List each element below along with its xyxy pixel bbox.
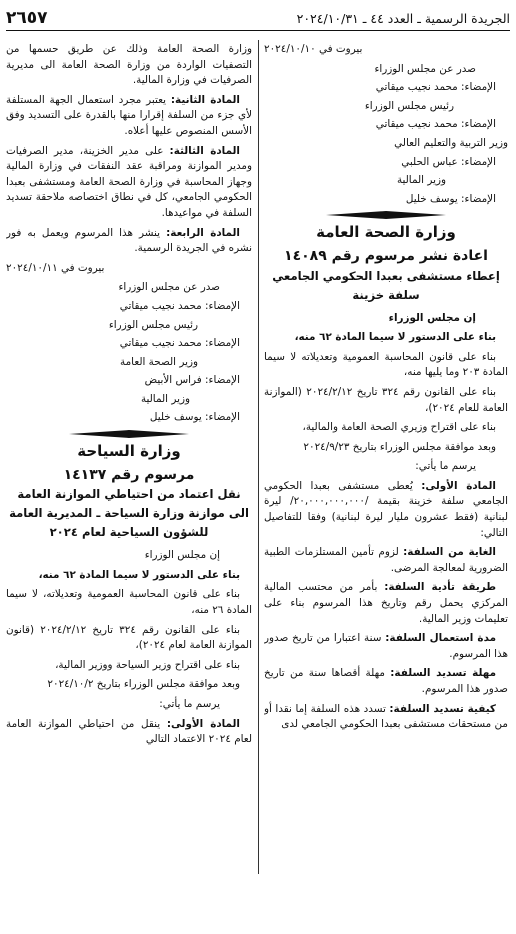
signature-line: الإمضاء: محمد نجيب ميقاتي — [119, 337, 240, 350]
legal-basis: بناء على الدستور لا سيما المادة ٦٢ منه، — [294, 331, 496, 344]
signature-line: وزير التربية والتعليم العالي — [394, 136, 508, 149]
article-title: كيفية تسديد السلفة: — [389, 702, 496, 715]
legal-basis: بناء على اقتراح وزير السياحة ووزير المالية، — [55, 658, 240, 671]
article-text: تسدد هذه السلفة إما نقدا أو من مستحقات مستشفى بعبدا الحكومي الجامعي لدى — [264, 702, 508, 731]
ministry-heading: وزارة السياحة — [77, 442, 181, 461]
article-title: المادة الأولى: — [421, 479, 496, 492]
article — [6, 226, 252, 257]
decree-number: اعادة نشر مرسوم رقم ١٤٠٨٩ — [284, 247, 488, 264]
signature-line: وزير الصحة العامة — [120, 355, 198, 368]
article-title: المادة الأولى: — [166, 717, 240, 730]
section-separator — [6, 430, 252, 438]
decree-subject: إعطاء مستشفى بعبدا الحكومي الجامعي سلفة خزينة — [272, 268, 500, 302]
article-title: الغاية من السلفة: — [403, 546, 496, 559]
article-text: لزوم تأمين المستلزمات الطبية الضرورية لمعالجة المرضى. — [264, 546, 508, 574]
article-title: المادة الثانية: — [170, 93, 240, 106]
article-text: مهلة أقصاها سنة من تاريخ صدور هذا المرسوم. — [264, 667, 508, 695]
legal-basis: وبعد موافقة مجلس الوزراء بتاريخ ٢٠٢٤/١٠/٢ — [47, 678, 240, 691]
right-column — [264, 42, 508, 934]
article — [6, 717, 252, 748]
article-text: يعتبر مجرد استعمال الجهة المستلفة لأي جزء من السلفة إقرارا منها بالقدرة على التسديد وفق الأسس المنصوص عليها أعلاه. — [6, 93, 252, 137]
signature-line: الإمضاء: عباس الحلبي — [401, 155, 496, 168]
article-text: سنة اعتبارا من تاريخ صدور هذا المرسوم. — [264, 632, 508, 660]
signature-line: رئيس مجلس الوزراء — [108, 318, 198, 331]
signature-line: الإمضاء: فراس الأبيض — [144, 374, 240, 387]
page-header — [6, 6, 510, 31]
legal-basis: بناء على الدستور لا سيما المادة ٦٢ منه، — [38, 568, 240, 581]
section-separator — [264, 211, 508, 219]
article-text: يُعطى مستشفى بعبدا الحكومي الجامعي سلفة خزينة بقيمة /٢٠,٠٠٠,٠٠٠,٠٠٠/ ليرة لبنانية (فقط عشرون مليار ليرة لبنانية) وفقا للتفاصيل التالي: — [264, 479, 508, 539]
continued-text: وزارة الصحة العامة وذلك عن طريق حسمها من التصفيات الواردة من وزارة الصحة العامة الى مديرية الصرفيات في وزارة المالية. — [6, 43, 252, 87]
article — [6, 93, 252, 140]
article-text: بأمر من محتسب المالية المركزي يحمل رقم وتاريخ هذا المرسوم بناء على تعليمات وزير المالية. — [264, 581, 508, 625]
decree-number: مرسوم رقم ١٤١٣٧ — [63, 466, 195, 483]
signature-line: وزير المالية — [396, 174, 446, 187]
article — [264, 479, 508, 541]
article — [264, 702, 508, 733]
decree-date: بيروت في ٢٠٢٤/١٠/١٠ — [264, 43, 363, 55]
column-divider — [258, 40, 259, 874]
legal-basis: بناء على القانون رقم ٣٢٤ تاريخ ٢٠٢٤/٢/١٢ (قانون الموازنة العامة لعام ٢٠٢٤)، — [6, 623, 252, 652]
article-title: المادة الثالثة: — [169, 144, 240, 157]
signature-line: الإمضاء: يوسف خليل — [149, 411, 240, 424]
signature-line: الإمضاء: محمد نجيب ميقاتي — [375, 81, 496, 94]
page-number: ٢٦٥٧ — [6, 8, 48, 28]
decree-authority: إن مجلس الوزراء — [388, 311, 476, 324]
decrees-line: يرسم ما يأتي: — [159, 698, 220, 710]
article-title: المادة الرابعة: — [166, 226, 240, 239]
signature-line: الإمضاء: يوسف خليل — [405, 192, 496, 205]
article-title: مهلة تسديد السلفة: — [390, 667, 496, 680]
article-text: ينشر هذا المرسوم ويعمل به فور نشره في الجريدة الرسمية. — [6, 226, 252, 255]
decree-subject: نقل اعتماد من احتياطي الموازنة العامة الى موازنة وزارة السياحة ـ المديرية العامة للشؤون السياحية لعام ٢٠٢٤ — [9, 487, 249, 540]
signature-line: وزير المالية — [140, 392, 190, 405]
article-text: ينقل من احتياطي الموازنة العامة لعام ٢٠٢٤ الاعتماد التالي — [6, 717, 252, 746]
legal-basis: وبعد موافقة مجلس الوزراء بتاريخ ٢٠٢٤/٩/٢٣ — [303, 440, 496, 453]
gazette-title: الجريدة الرسمية ـ العدد ٤٤ ـ ٢٠٢٤/١٠/٣١ — [296, 10, 510, 26]
article-title: مدة استعمال السلفة: — [385, 632, 497, 645]
legal-basis: بناء على قانون المحاسبة العمومية وتعديلاته، لا سيما المادة ٢٦ منه، — [6, 588, 252, 617]
decree-date: بيروت في ٢٠٢٤/١٠/١١ — [6, 261, 105, 274]
article — [264, 545, 508, 576]
signature-line: رئيس مجلس الوزراء — [364, 99, 454, 112]
article — [264, 631, 508, 662]
article — [6, 144, 252, 222]
legal-basis: بناء على القانون رقم ٣٢٤ تاريخ ٢٠٢٤/٢/١٢ (الموازنة العامة للعام ٢٠٢٤)، — [264, 385, 508, 414]
signature-line: الإمضاء: محمد نجيب ميقاتي — [119, 299, 240, 312]
decree-authority: إن مجلس الوزراء — [144, 549, 220, 562]
article-text: على مدير الخزينة، مدير الصرفيات ومدير الموازنة ومراقبة عقد النفقات في وزارة المالية وجهاز المحاسبة في وزارة الصحة العامة ومستشفى بعبدا الحكومي الجامعي، كل في نطاق اختصاصه ملاحقة تسديد السلفة في مواعيدها. — [6, 144, 252, 219]
article-title: طريقة تأدية السلفة: — [384, 581, 496, 594]
legal-basis: بناء على قانون المحاسبة العمومية وتعديلاته لا سيما المادة ٢٠٣ وما يليها منه، — [264, 350, 508, 379]
signature-line: صدر عن مجلس الوزراء — [374, 62, 476, 75]
article — [264, 580, 508, 627]
article — [264, 666, 508, 697]
signature-line: صدر عن مجلس الوزراء — [118, 281, 220, 294]
left-column — [6, 42, 252, 934]
ministry-heading: وزارة الصحة العامة — [316, 223, 456, 242]
decrees-line: يرسم ما يأتي: — [415, 460, 476, 473]
legal-basis: بناء على اقتراح وزيري الصحة العامة والمالية، — [302, 421, 496, 434]
signature-line: الإمضاء: محمد نجيب ميقاتي — [375, 118, 496, 131]
